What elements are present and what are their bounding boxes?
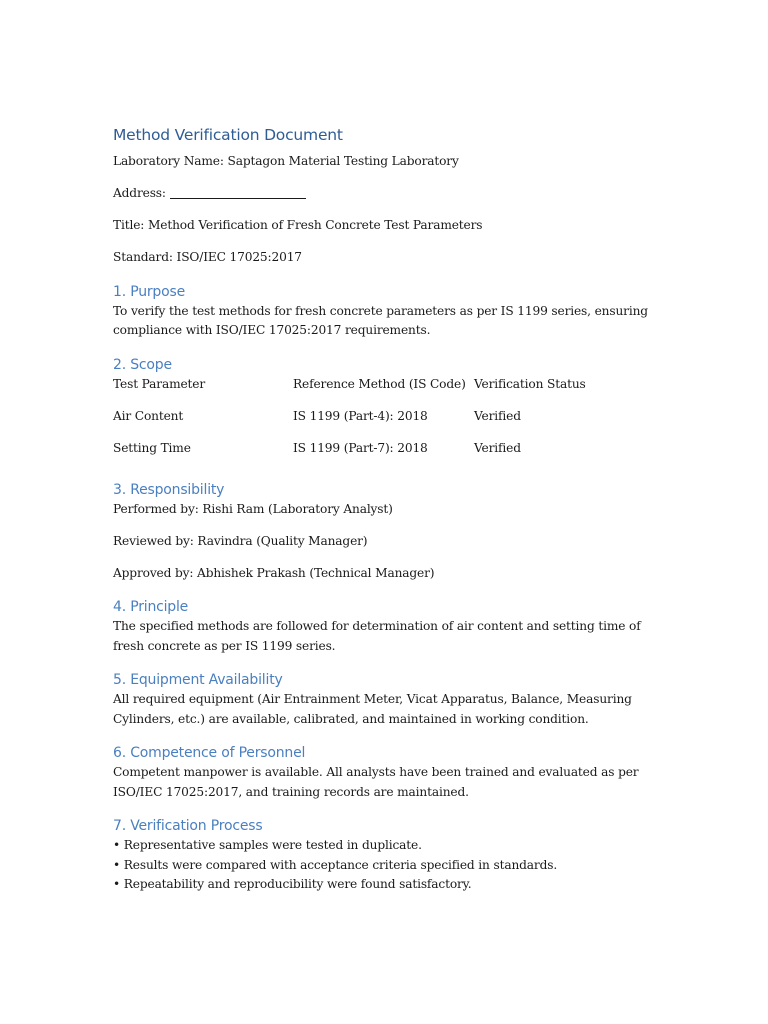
list-item: • Repeatability and reproducibility were found satisfactory. xyxy=(113,877,472,891)
laboratory-name: Laboratory Name: Saptagon Material Testing Laboratory xyxy=(113,154,459,168)
table-cell: IS 1199 (Part-4): 2018 xyxy=(293,408,428,423)
competence-text-line-2: ISO/IEC 17025:2017, and training records are maintained. xyxy=(113,784,469,799)
competence-heading: 6. Competence of Personnel xyxy=(113,745,306,761)
list-item: • Representative samples were tested in duplicate. xyxy=(113,838,422,852)
address-line xyxy=(113,184,653,204)
table-cell: Verified xyxy=(474,440,521,455)
document-title: Method Verification Document xyxy=(113,126,343,144)
table-cell: Verified xyxy=(474,408,521,423)
table-cell: IS 1199 (Part-7): 2018 xyxy=(293,440,428,455)
purpose-heading: 1. Purpose xyxy=(113,283,185,300)
principle-heading: 4. Principle xyxy=(113,599,189,615)
scope-table xyxy=(113,375,653,471)
principle-text-line-2: fresh concrete as per IS 1199 series. xyxy=(113,638,336,653)
table-header-cell: Test Parameter xyxy=(113,376,206,391)
list-item: • Results were compared with acceptance criteria specified in standards. xyxy=(113,857,558,872)
address-label: Address: xyxy=(113,186,166,200)
verification-list xyxy=(113,836,653,895)
table-header-cell: Reference Method (IS Code) xyxy=(293,376,466,391)
verification-heading: 7. Verification Process xyxy=(113,818,263,834)
approved-by: Approved by: Abhishek Prakash (Technical Manager) xyxy=(113,565,435,580)
equipment-text-line-2: Cylinders, etc.) are available, calibrated, and maintained in working condition. xyxy=(113,711,589,726)
equipment-text-line-1: All required equipment (Air Entrainment Meter, Vicat Apparatus, Balance, Measuring xyxy=(113,692,632,706)
table-cell: Setting Time xyxy=(113,440,191,455)
document-page xyxy=(113,123,653,895)
principle-text-line-1: The specified methods are followed for determination of air content and setting time of xyxy=(113,619,641,633)
scope-heading: 2. Scope xyxy=(113,356,172,373)
equipment-heading: 5. Equipment Availability xyxy=(113,672,283,688)
method-title: Title: Method Verification of Fresh Concrete Test Parameters xyxy=(113,218,483,232)
responsibility-heading: 3. Responsibility xyxy=(113,481,225,498)
table-header-cell: Verification Status xyxy=(474,376,586,391)
address-blank xyxy=(170,186,306,199)
purpose-text-line-2: compliance with ISO/IEC 17025:2017 requirements. xyxy=(113,323,431,337)
reviewed-by: Reviewed by: Ravindra (Quality Manager) xyxy=(113,533,368,548)
purpose-text-line-1: To verify the test methods for fresh concrete parameters as per IS 1199 series, ensuring xyxy=(113,303,648,318)
performed-by: Performed by: Rishi Ram (Laboratory Analyst) xyxy=(113,501,393,516)
competence-text-line-1: Competent manpower is available. All analysts have been trained and evaluated as per xyxy=(113,765,639,779)
table-cell: Air Content xyxy=(113,408,184,423)
standard-line: Standard: ISO/IEC 17025:2017 xyxy=(113,250,302,264)
